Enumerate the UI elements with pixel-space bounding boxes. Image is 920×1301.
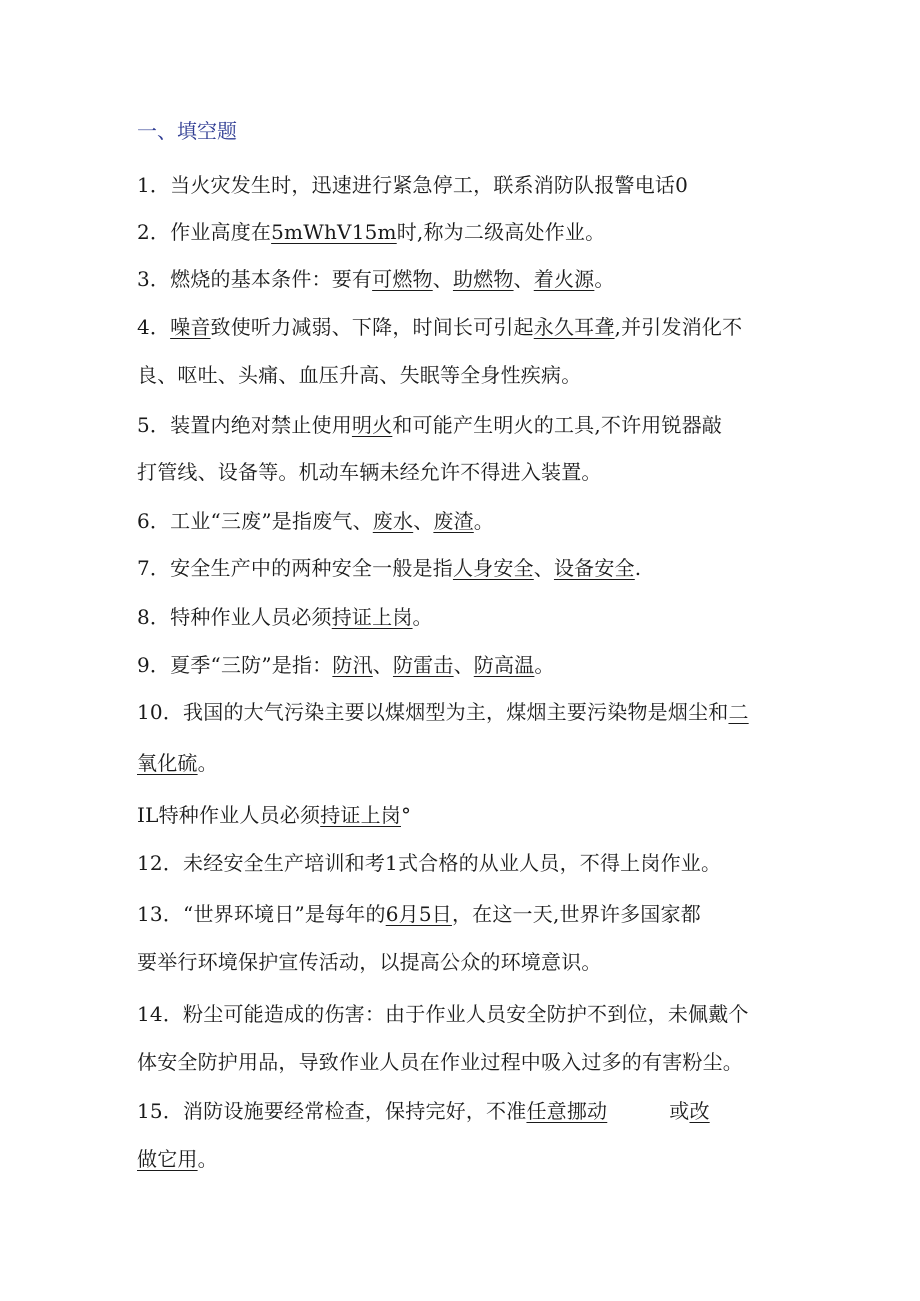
question-text: 。 [473,509,494,533]
question-text: 2．作业高度在 [137,220,272,244]
question-text: 12．未经安全生产培训和考1式合格的从业人员，不得上岗作业。 [137,851,722,875]
text-line [137,1047,743,1077]
question-text: 10．我国的大气污染主要以煤烟型为主，煤烟主要污染物是烟尘和 [137,700,729,724]
answer-text: 废渣 [433,509,474,533]
answer-text: 废水 [372,509,414,533]
answer-text: 持证上岗 [331,605,413,629]
question-text: 。 [412,605,433,629]
question-text: 、 [513,267,534,291]
question-text: 。 [197,751,218,775]
question-text: . [634,556,642,580]
answer-text: 永久耳聋 [533,315,615,339]
answer-text: 二 [728,700,749,724]
question-text: 、 [453,653,474,677]
question-text: 15．消防设施要经常检查，保持完好，不准 [137,1099,527,1123]
text-line [137,947,602,977]
question-text: 。 [594,267,615,291]
question-text: 致使听力减弱、下降，时间长可引起 [210,315,534,339]
question-text: 、 [372,653,393,677]
question-text: 14．粉尘可能造成的伤害：由于作业人员安全防护不到位，未佩戴个 [137,1002,749,1026]
question-text: 、 [432,267,453,291]
question-text: ,并引发消化不 [614,315,743,339]
answer-text: 氧化硫 [137,751,198,775]
question-text: 3．燃烧的基本条件：要有 [137,267,373,291]
section-heading: 一、填空题 [137,119,237,143]
text-line [137,999,749,1029]
answer-text: 持证上岗 [320,803,401,827]
question-text: 6．工业“三废”是指废气、 [137,509,373,533]
answer-text: 防高温 [473,653,535,677]
text-line [137,457,602,487]
text-line [137,553,641,583]
answer-text: 人身安全 [452,556,534,580]
question-text: 8．特种作业人员必须 [137,605,332,629]
question-text: 要举行环境保护宣传活动，以提高公众的环境意识。 [137,950,602,974]
answer-text: 防雷击 [392,653,454,677]
text-line [137,217,605,247]
question-text: 。 [534,653,555,677]
question-text: 1．当火灾发生时，迅速进行紧急停工，联系消防队报警电话0 [137,173,689,197]
question-text: 9．夏季“三防”是指： [137,653,333,677]
question-text: 13．“世界环境日”是每年的 [137,902,386,926]
answer-text: 可燃物 [372,267,433,291]
answer-text: 改 [689,1099,710,1123]
answer-text: 5mWhV15m [271,220,397,244]
question-text: 或 [669,1099,690,1123]
question-text: ° [401,803,412,827]
question-text: 时,称为二级高处作业。 [396,220,606,244]
answer-text: 着火源 [533,267,595,291]
text-line [137,312,742,342]
answer-text: 设备安全 [553,556,635,580]
text-line [137,410,722,440]
text-line [137,506,494,536]
question-text: 。 [197,1147,218,1171]
answer-text: 任意挪动 [526,1099,608,1123]
question-text: 、 [533,556,554,580]
question-text: 5．装置内绝对禁止使用 [137,413,352,437]
question-text: ，在这一天,世界许多国家都 [451,902,701,926]
text-line [137,800,411,830]
question-text: 4． [137,315,171,339]
text-line [137,1144,218,1174]
answer-text: 助燃物 [452,267,514,291]
text-line [137,748,218,778]
text-line [137,170,688,200]
text-line [137,264,615,294]
text-line [137,602,433,632]
question-text: 和可能产生明火的工具,不许用锐器敲 [392,413,723,437]
question-text: 良、呕吐、头痛、血压升高、失眠等全身性疾病。 [137,363,582,387]
text-line [137,697,749,727]
answer-text: 明火 [351,413,393,437]
text-line [137,650,555,680]
question-text: IL特种作业人员必须 [137,803,321,827]
question-text: 7．安全生产中的两种安全一般是指 [137,556,453,580]
answer-text: 防汛 [332,653,373,677]
answer-text: 6月5日 [385,902,452,926]
text-line [137,360,581,390]
text-line [137,899,701,929]
answer-text: 噪音 [170,315,211,339]
question-text: 、 [413,509,434,533]
text-line [137,848,721,878]
question-text: 体安全防护用品，导致作业人员在作业过程中吸入过多的有害粉尘。 [137,1050,743,1074]
answer-text: 做它用 [137,1147,198,1171]
text-line [137,1096,710,1126]
question-text: 打管线、设备等。机动车辆未经允许不得进入装置。 [137,460,602,484]
